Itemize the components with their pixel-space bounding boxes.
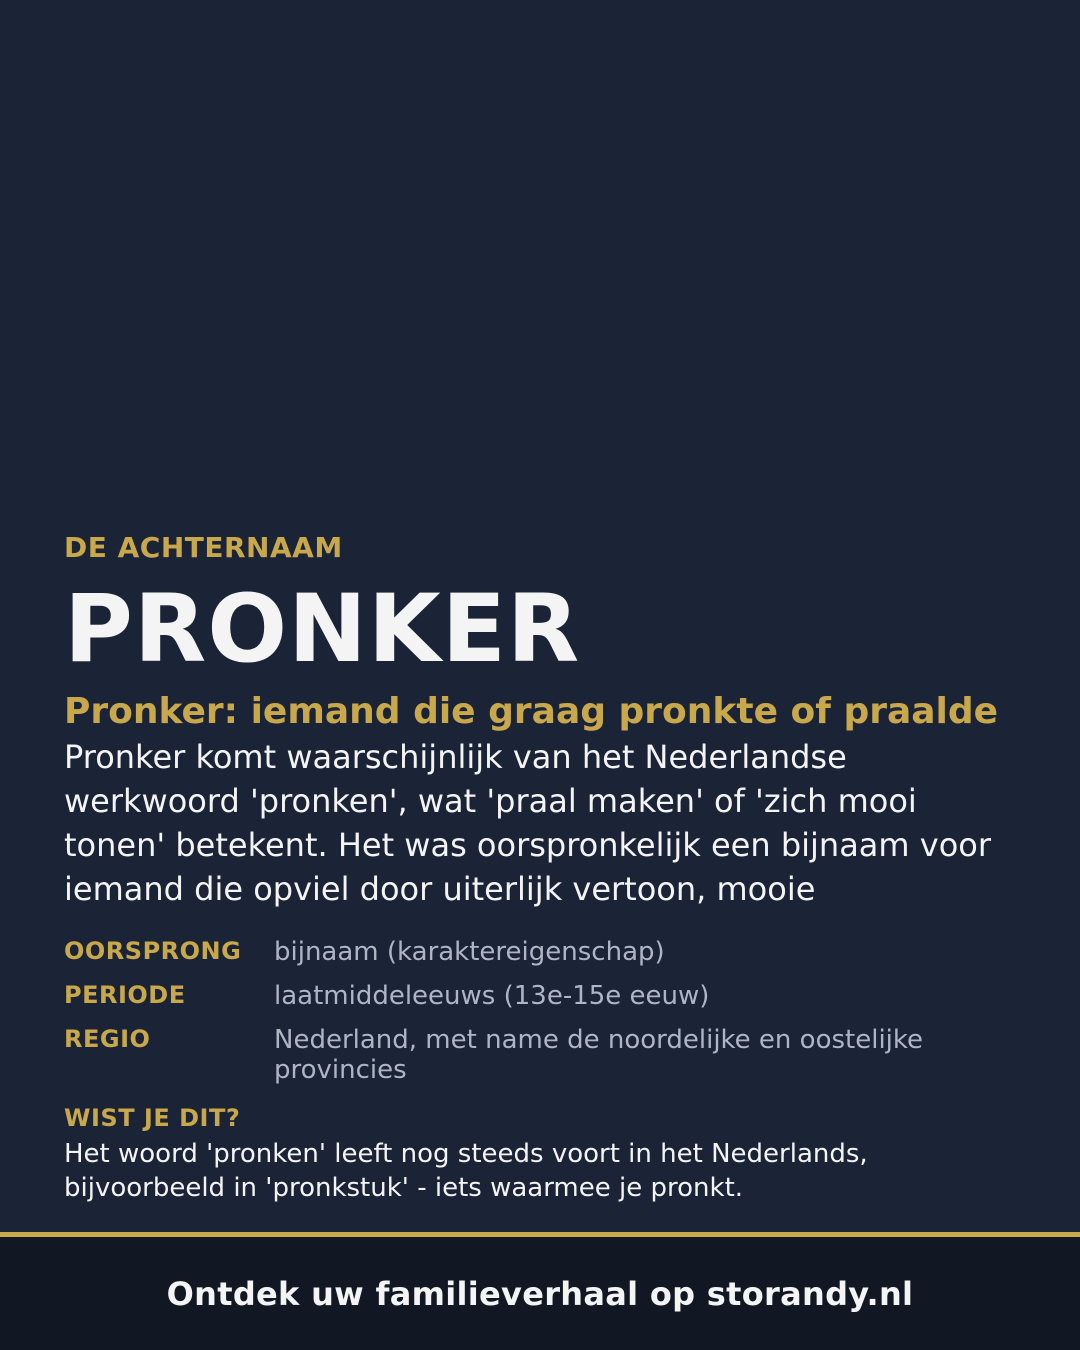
fact-value: laatmiddeleeuws (13e-15e eeuw): [274, 981, 710, 1011]
surname-description: Pronker komt waarschijnlijk van het Nederlandse werkwoord 'pronken', wat 'praal maken' of 'zich mooi tonen' betekent. Het was oorspronkelijk een bijnaam voor iemand die opviel door uiterlijk vertoon, mooie: [64, 738, 991, 908]
footer-banner: [0, 1232, 1080, 1350]
eyebrow-label: DE ACHTERNAAM: [64, 531, 343, 564]
fact-row-period: [64, 979, 1016, 1011]
surname-title: PRONKER: [64, 575, 581, 684]
footer-call-to-action: Ontdek uw familieverhaal op storandy.nl: [166, 1274, 914, 1313]
fact-label: PERIODE: [64, 981, 186, 1009]
fact-row-origin: [64, 935, 1016, 967]
fact-label: REGIO: [64, 1025, 151, 1053]
fact-label: OORSPRONG: [64, 937, 242, 965]
surname-meaning: Pronker: iemand die graag pronkte of praalde: [64, 691, 999, 732]
surname-card: [64, 531, 1016, 1205]
facts-list: [64, 935, 1016, 1085]
fact-row-region: [64, 1023, 1016, 1085]
fact-value: bijnaam (karaktereigenschap): [274, 937, 665, 967]
did-you-know-label: WIST JE DIT?: [64, 1104, 241, 1132]
did-you-know-text: Het woord 'pronken' leeft nog steeds voort in het Nederlands, bijvoorbeeld in 'pronkstuk' - iets waarmee je pronkt.: [64, 1139, 868, 1203]
fact-value: Nederland, met name de noordelijke en oostelijke provincies: [274, 1025, 924, 1085]
